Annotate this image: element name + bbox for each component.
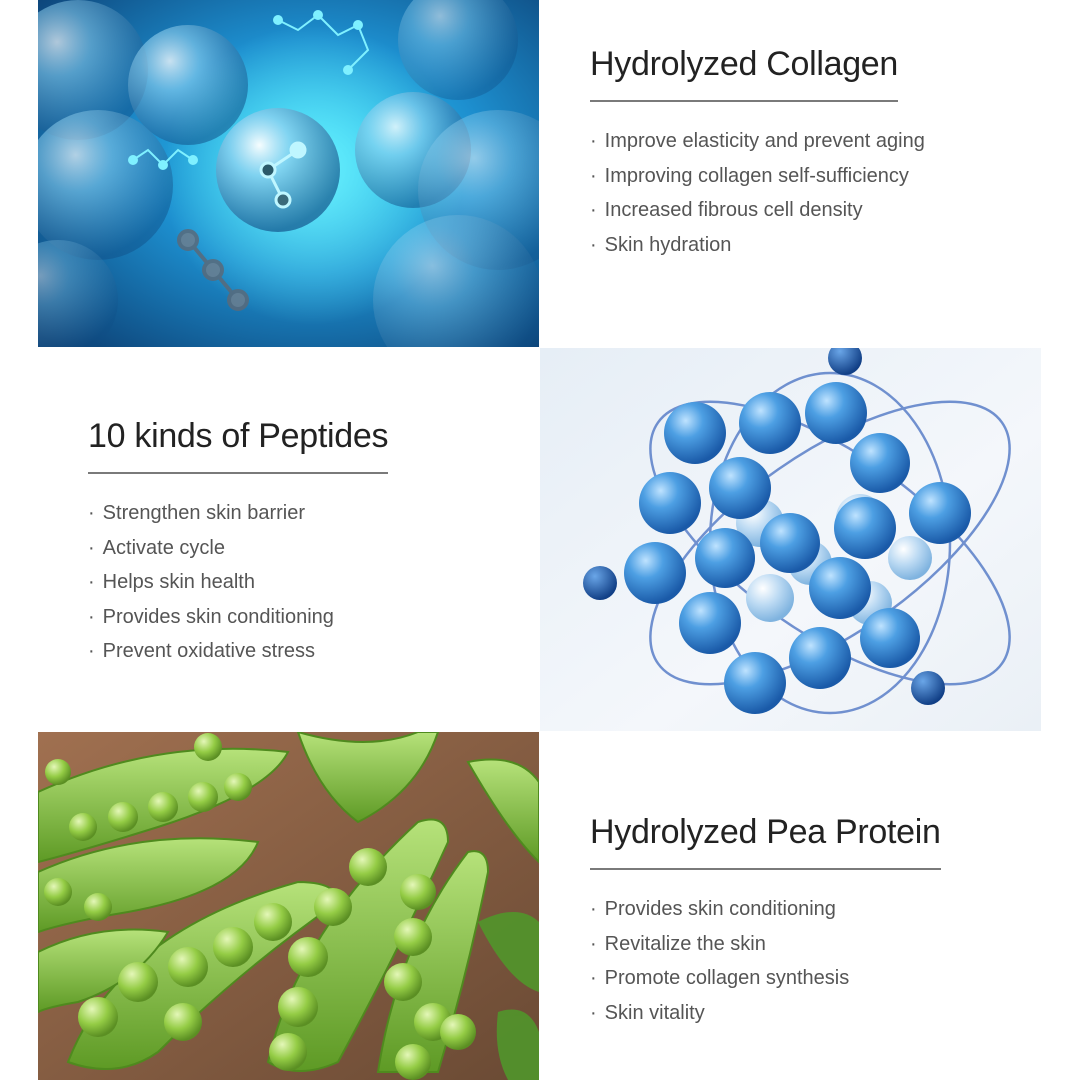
collagen-section — [590, 45, 925, 262]
list-item: · Skin vitality — [590, 996, 941, 1031]
pea-protein-section — [590, 813, 941, 1030]
list-item: · Revitalize the skin — [590, 927, 941, 962]
pea-protein-benefits-list — [590, 892, 941, 1030]
list-item: · Strengthen skin barrier — [88, 496, 388, 531]
list-item: · Improving collagen self-sufficiency — [590, 159, 925, 194]
collagen-image — [38, 0, 539, 347]
list-item: · Promote collagen synthesis — [590, 961, 941, 996]
peptide-molecule-illustration — [540, 348, 1041, 731]
collagen-title: Hydrolyzed Collagen — [590, 45, 898, 102]
list-item: · Increased fibrous cell density — [590, 193, 925, 228]
pea-image — [38, 732, 539, 1080]
list-item: · Improve elasticity and prevent aging — [590, 124, 925, 159]
list-item: · Provides skin conditioning — [88, 600, 388, 635]
peptides-image — [540, 348, 1041, 731]
peptides-benefits-list — [88, 496, 388, 669]
list-item: · Activate cycle — [88, 531, 388, 566]
list-item: · Skin hydration — [590, 228, 925, 263]
list-item: · Prevent oxidative stress — [88, 634, 388, 669]
collagen-benefits-list — [590, 124, 925, 262]
pea-protein-title: Hydrolyzed Pea Protein — [590, 813, 941, 870]
list-item: · Provides skin conditioning — [590, 892, 941, 927]
peptides-section — [88, 417, 388, 669]
collagen-molecule-illustration — [38, 0, 539, 347]
list-item: · Helps skin health — [88, 565, 388, 600]
peptides-title: 10 kinds of Peptides — [88, 417, 388, 474]
pea-pods-illustration — [38, 732, 539, 1080]
